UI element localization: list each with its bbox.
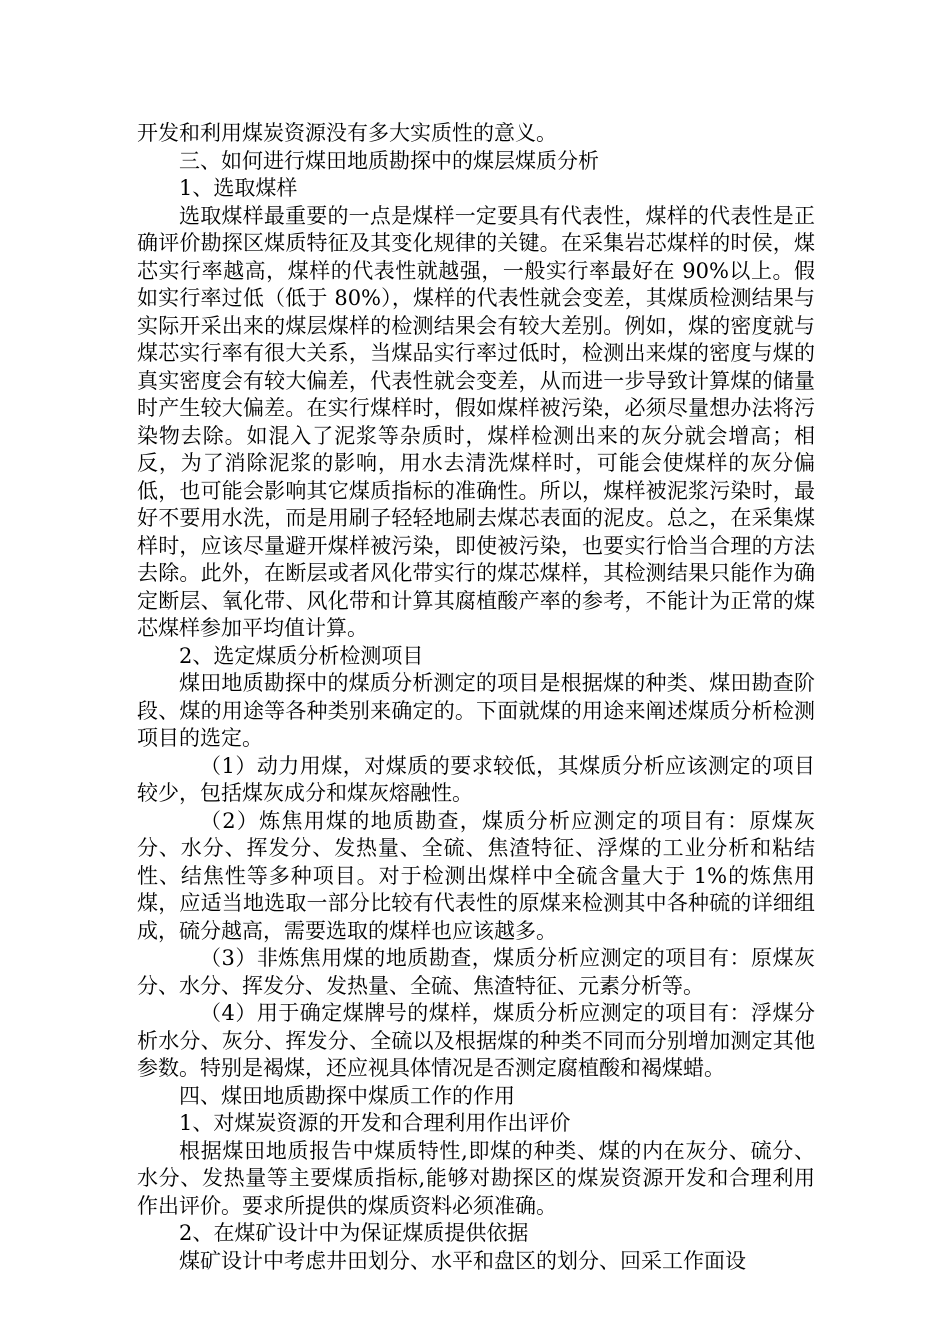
paragraph-continuation: 开发和利用煤炭资源没有多大实质性的意义。 (137, 121, 557, 145)
paragraph-mine-design: 煤矿设计中考虑井田划分、水平和盘区的划分、回采工作面设 (179, 1248, 746, 1273)
subheading-mine-design: 2、在煤矿设计中为保证煤质提供依据 (179, 1221, 529, 1245)
list-item-coking-coal: （2）炼焦用煤的地质勘查，煤质分析应测定的项目有：原煤灰分、水分、挥发分、发热量、全硫、焦渣特征、浮煤的工业分析和粘结性、结焦性等多种项目。对于检测出煤样中全硫含量大于 1%的炼焦用煤，应适当地选取一部分比较有代表性的原煤来检测其中各种硫的详细组成，硫分越高，需要选取的煤样也应该越多。 (137, 808, 815, 943)
section-heading-3: 三、如何进行煤田地质勘探中的煤层煤质分析 (179, 148, 599, 173)
list-item-coal-grade: （4）用于确定煤牌号的煤样，煤质分析应测定的项目有：浮煤分析水分、灰分、挥发分、全硫以及根据煤的种类不同而分别增加测定其他参数。特别是褐煤，还应视具体情况是否测定腐植酸和褐煤蜡。 (137, 1001, 815, 1080)
list-item-power-coal: （1）动力用煤，对煤质的要求较低，其煤质分析应该测定的项目较少，包括煤灰成分和煤灰熔融性。 (137, 753, 815, 805)
paragraph-sample-selection: 选取煤样最重要的一点是煤样一定要具有代表性，煤样的代表性是正确评价勘探区煤质特征及其变化规律的关键。在采集岩芯煤样的时侯，煤芯实行率越高，煤样的代表性就越强，一般实行率最好在 90%以上。假如实行率过低（低于 80%），煤样的代表性就会变差，其煤质检测结果与实际开采出来的煤层煤样的检测结果会有较大差别。例如，煤的密度就与煤芯实行率有很大关系，当煤品实行率过低时，检测出来煤的密度与煤的真实密度会有较大偏差，代表性就会变差，从而进一步导致计算煤的储量时产生较大偏差。在实行煤样时，假如煤样被污染，必须尽量想办法将污染物去除。如混入了泥浆等杂质时，煤样检测出来的灰分就会增高；相反，为了消除泥浆的影响，用水去清洗煤样时，可能会使煤样的灰分偏低，也可能会影响其它煤质指标的准确性。所以，煤样被泥浆污染时，最好不要用水洗，而是用刷子轻轻地刷去煤芯表面的泥皮。总之，在采集煤样时，应该尽量避开煤样被污染，即使被污染，也要实行恰当合理的方法去除。此外，在断层或者风化带实行的煤芯煤样，其检测结果只能作为确定断层、氧化带、风化带和计算其腐植酸产率的参考，不能计为正常的煤芯煤样参加平均值计算。 (137, 203, 815, 640)
list-item-non-coking-coal: （3）非炼焦用煤的地质勘查，煤质分析应测定的项目有：原煤灰分、水分、挥发分、发热量、全硫、焦渣特征、元素分析等。 (137, 946, 815, 998)
paragraph-items-intro: 煤田地质勘探中的煤质分析测定的项目是根据煤的种类、煤田勘查阶段、煤的用途等各种类别来确定的。下面就煤的用途来阐述煤质分析检测项目的选定。 (137, 671, 815, 750)
subheading-select-items: 2、选定煤质分析检测项目 (179, 643, 424, 668)
paragraph-evaluation: 根据煤田地质报告中煤质特性,即煤的种类、煤的内在灰分、硫分、水分、发热量等主要煤质指标,能够对勘探区的煤炭资源开发和合理利用作出评价。要求所提供的煤质资料必须准确。 (137, 1138, 815, 1218)
section-heading-4: 四、煤田地质勘探中煤质工作的作用 (179, 1083, 515, 1108)
document-page (137, 120, 815, 1275)
subheading-evaluation: 1、对煤炭资源的开发和合理利用作出评价 (179, 1111, 571, 1135)
subheading-select-sample: 1、选取煤样 (179, 176, 298, 200)
